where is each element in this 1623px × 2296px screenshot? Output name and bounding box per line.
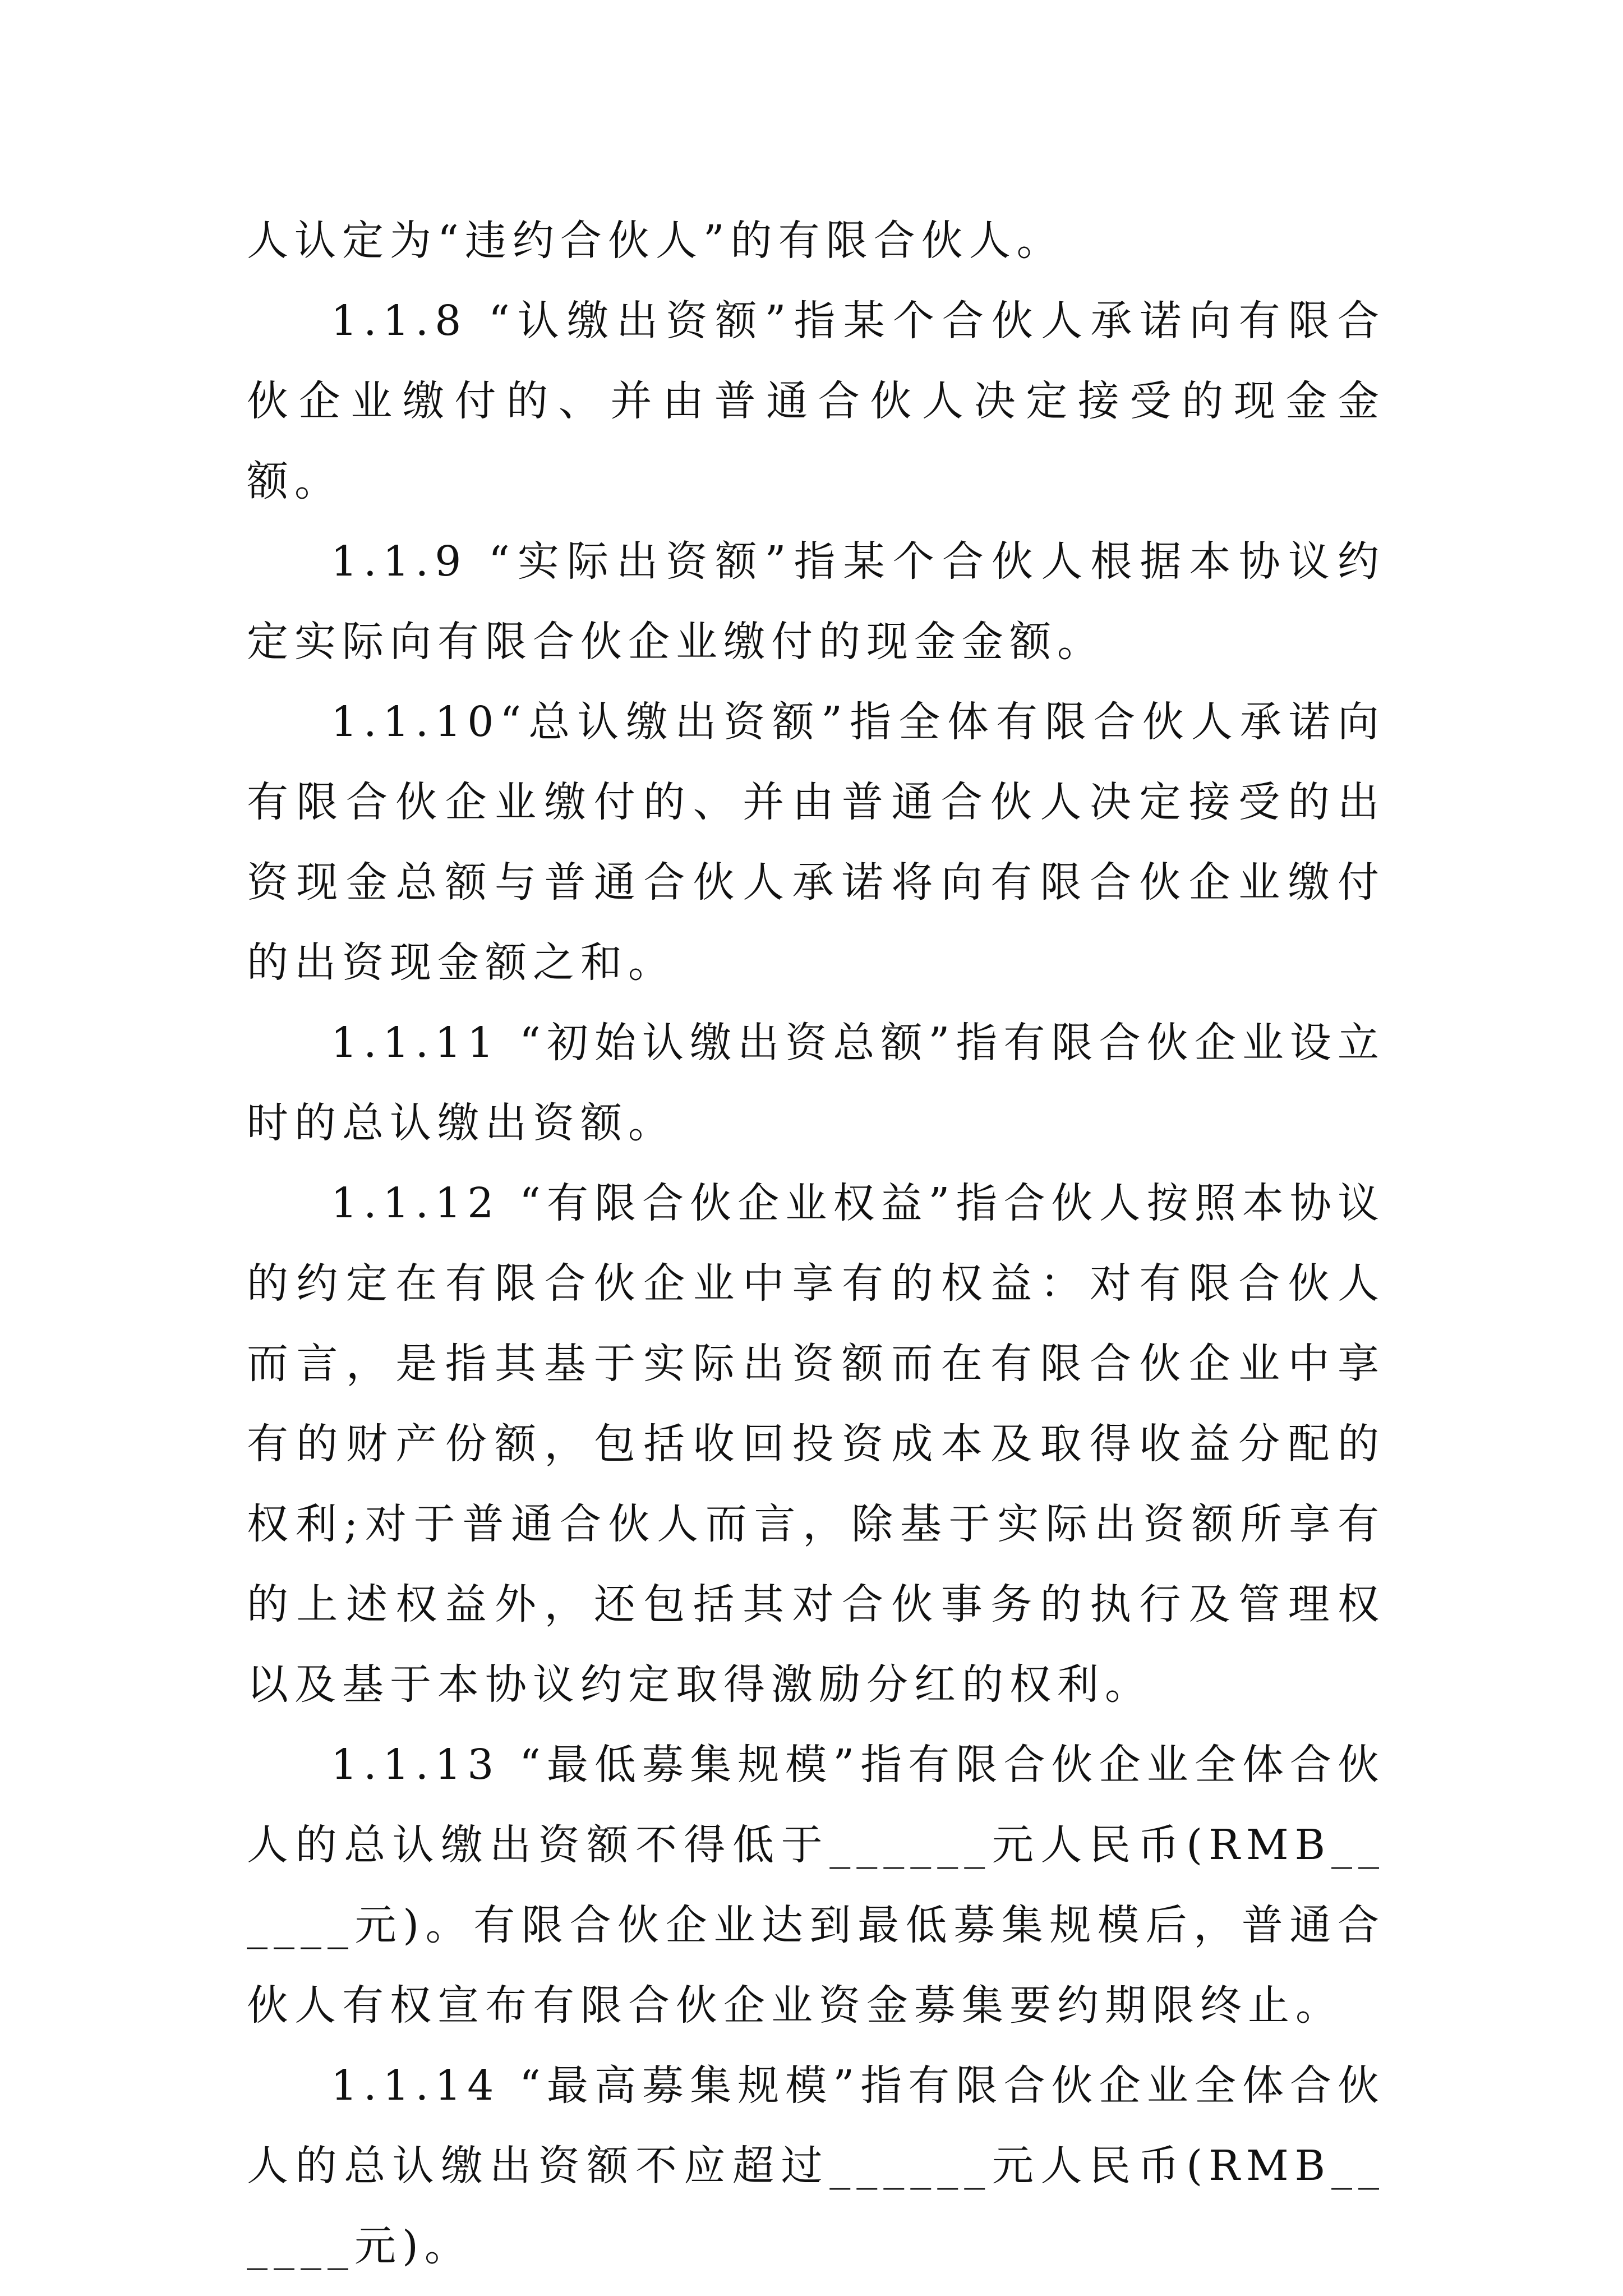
paragraph-1-1-12: 1.1.12 “有限合伙企业权益”指合伙人按照本协议的约定在有限合伙企业中享有的权益：对有限合伙人而言，是指其基于实际出资额而在有限合伙企业中享有的财产份额，包括收回投资成本及取得收益分配的权利;对于普通合伙人而言，除基于实际出资额所享有的上述权益外，还包括其对合伙事务的执行及管理权以及基于本协议约定取得激励分红的权利。: [247, 1179, 1385, 1709]
document-body: [247, 201, 1385, 2286]
paragraph-1-1-14: 1.1.14 “最高募集规模”指有限合伙企业全体合伙人的总认缴出资额不应超过______元人民币(RMB______元)。: [247, 2062, 1385, 2270]
paragraph-continuation: 人认定为“违约合伙人”的有限合伙人。: [247, 217, 1064, 265]
paragraph-1-1-11: 1.1.11 “初始认缴出资总额”指有限合伙企业设立时的总认缴出资额。: [247, 1019, 1385, 1147]
paragraph-1-1-9: 1.1.9 “实际出资额”指某个合伙人根据本协议约定实际向有限合伙企业缴付的现金金额。: [247, 537, 1385, 666]
paragraph-1-1-8: 1.1.8 “认缴出资额”指某个合伙人承诺向有限合伙企业缴付的、并由普通合伙人决定接受的现金金额。: [247, 297, 1385, 505]
paragraph-1-1-10: 1.1.10“总认缴出资额”指全体有限合伙人承诺向有限合伙企业缴付的、并由普通合伙人决定接受的出资现金总额与普通合伙人承诺将向有限合伙企业缴付的出资现金额之和。: [247, 698, 1385, 987]
paragraph-1-1-13: 1.1.13 “最低募集规模”指有限合伙企业全体合伙人的总认缴出资额不得低于______元人民币(RMB______元)。有限合伙企业达到最低募集规模后，普通合伙人有权宣布有限合伙企业资金募集要约期限终止。: [247, 1741, 1385, 2030]
